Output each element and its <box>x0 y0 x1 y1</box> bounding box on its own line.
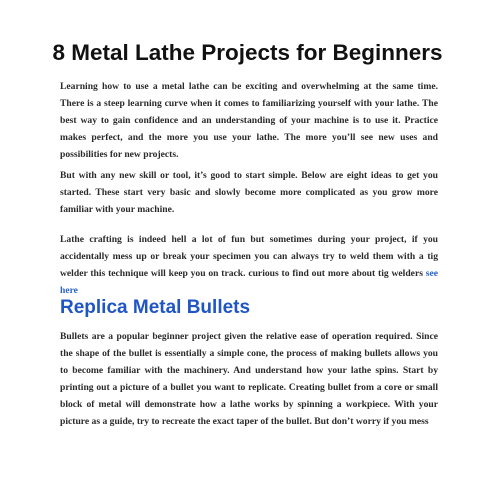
bullets-paragraph: Bullets are a popular beginner project given the relative ease of operation required. Since the shape of the bullet is essentially a simple cone, the process of making bullets allows you to become familiar with the machinery. And understand how your lathe spins. Start by printing out a picture of a bullet you want to replicate. Creating bullet from a core or small block of metal will demonstrate how a lathe works by spinning a workpiece. With your picture as a guide, try to recreate the exact taper of the bullet. But don’t worry if you mess <box>60 331 438 427</box>
section-heading-replica-bullets: Replica Metal Bullets <box>60 297 251 318</box>
see-here-link[interactable]: see here <box>60 267 438 296</box>
document-title: 8 Metal Lathe Projects for Beginners <box>52 40 443 65</box>
tig-welder-paragraph <box>60 232 438 300</box>
start-simple-paragraph: But with any new skill or tool, it’s good to start simple. Below are eight ideas to get you started. These start very basic and slowly become more complicated as you grow more familiar with your machine. <box>60 170 438 215</box>
intro-paragraph: Learning how to use a metal lathe can be exciting and overwhelming at the same time. There is a steep learning curve when it comes to familiarizing yourself with your lathe. The best way to gain confidence and an understanding of your machine is to use it. Practice makes perfect, and the more you use your lathe. The more you’ll see new uses and possibilities for new projects. <box>60 81 438 160</box>
tig-welder-text: Lathe crafting is indeed hell a lot of fun but sometimes during your project, if you accidentally mess up or break your specimen you can always try to weld them with a tig welder this technique will keep you on track. curious to find out more about tig welders <box>60 234 438 279</box>
